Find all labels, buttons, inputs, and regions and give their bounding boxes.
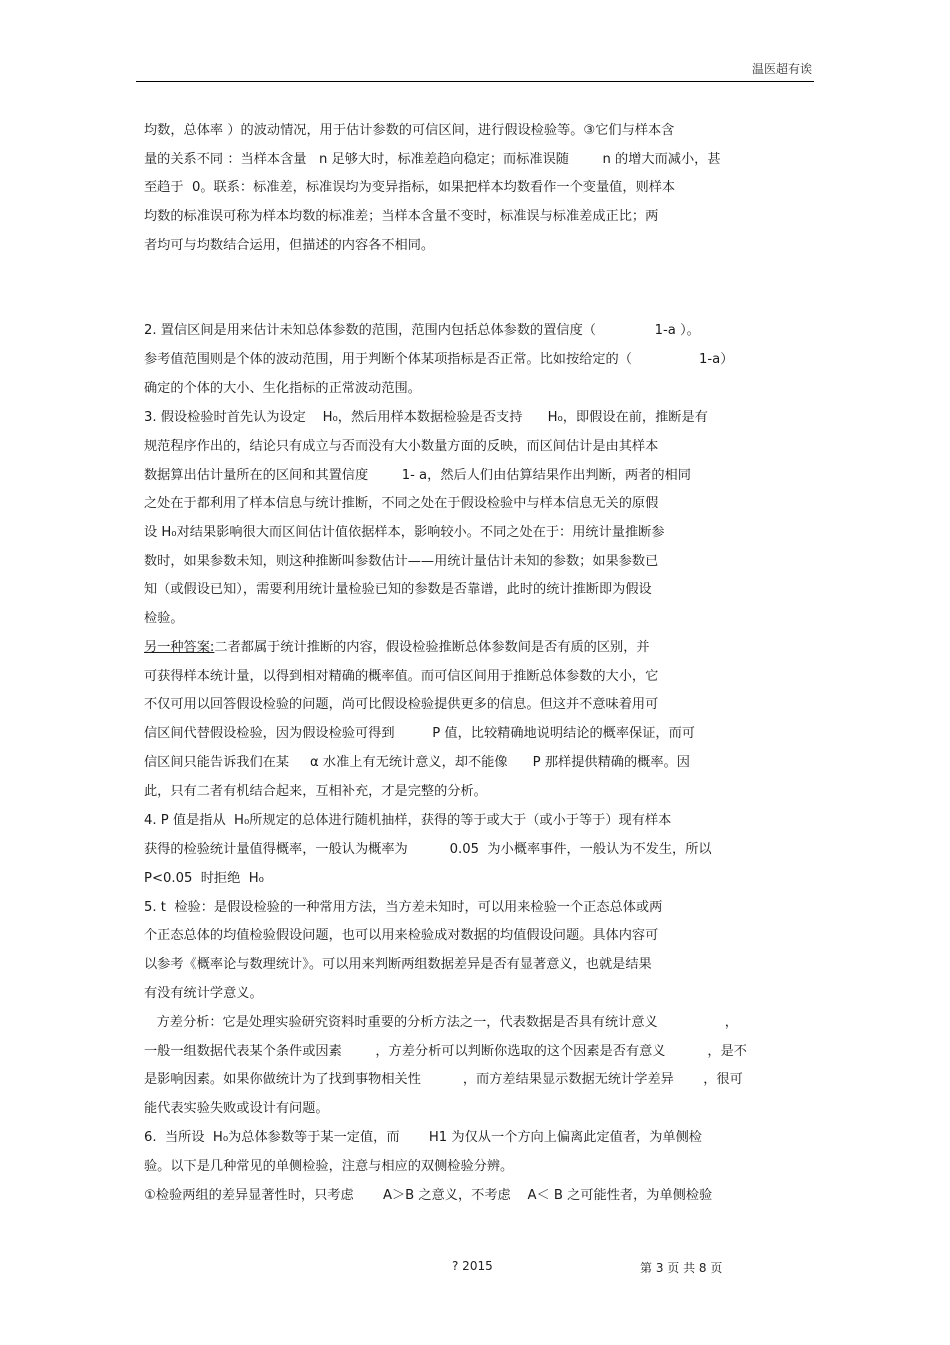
text-line: 有没有统计学意义。 xyxy=(144,986,263,1001)
text-line: 至趋于 0。联系：标准差，标准误均为变异指标，如果把样本均数看作一个变量值，则样本 xyxy=(144,180,676,195)
text-line: 参考值范围则是个体的波动范围，用于判断个体某项指标是否正常。比如按给定的（ 1-a） xyxy=(144,352,734,367)
header-text: 温医超有诶 xyxy=(751,62,812,76)
text-line: 以参考《概率论与数理统计》。可以用来判断两组数据差异是否有显著意义，也就是结果 xyxy=(144,957,652,972)
text-line: 能代表实验失败或设计有问题。 xyxy=(144,1101,329,1116)
alt-answer-label: 另一种答案: xyxy=(144,640,215,655)
header-rule xyxy=(136,81,814,82)
text-line: 3. 假设检验时首先认为设定 H₀，然后用样本数据检验是否支持 H₀，即假设在前，推断是有 xyxy=(144,410,708,425)
text-line: 验。以下是几种常见的单侧检验，注意与相应的双侧检验分辨。 xyxy=(144,1159,514,1174)
text-line: 一般一组数据代表某个条件或因素 ，方差分析可以判断你选取的这个因素是否有意义 ，是不 xyxy=(144,1044,747,1059)
text-line: 此，只有二者有机结合起来，互相补充，才是完整的分析。 xyxy=(144,784,487,799)
text-line: 获得的检验统计量值得概率，一般认为概率为 0.05 为小概率事件，一般认为不发生，所以 xyxy=(144,842,712,857)
text-line: 4. P 值是指从 H₀所规定的总体进行随机抽样，获得的等于或大于（或小于等于）现有样本 xyxy=(144,813,672,828)
text-line: 二者都属于统计推断的内容，假设检验推断总体参数间是否有质的区别，并 xyxy=(214,640,650,655)
text-line: 数时，如果参数未知，则这种推断叫参数估计——用统计量估计未知的参数；如果参数已 xyxy=(144,554,659,569)
text-line: 是影响因素。如果你做统计为了找到事物相关性 ，而方差结果显示数据无统计学差异 ，很可 xyxy=(144,1072,743,1087)
text-line: 6. 当所设 H₀为总体参数等于某一定值，而 H1 为仅从一个方向上偏离此定值者，为单侧检 xyxy=(144,1130,702,1145)
alt-answer-line xyxy=(144,638,650,658)
text-line: 规范程序作出的，结论只有成立与否而没有大小数量方面的反映，而区间估计是由其样本 xyxy=(144,439,659,454)
text-line: 信区间代替假设检验，因为假设检验可得到 P 值，比较精确地说明结论的概率保证，而可 xyxy=(144,726,695,741)
footer-year: ? 2015 xyxy=(452,1259,493,1273)
text-line: 个正态总体的均值检验假设问题，也可以用来检验成对数据的均值假设问题。具体内容可 xyxy=(144,928,659,943)
text-line: 5. t 检验：是假设检验的一种常用方法，当方差未知时，可以用来检验一个正态总体或两 xyxy=(144,900,663,915)
text-line: 2. 置信区间是用来估计未知总体参数的范围，范围内包括总体参数的置信度（ 1-a ）。 xyxy=(144,323,700,338)
text-line: 量的关系不同 ：当样本含量 n 足够大时，标准差趋向稳定；而标准误随 n 的增大而减小，甚 xyxy=(144,152,721,167)
text-line: P<0.05 时拒绝 H₀ xyxy=(144,871,264,886)
text-line: 数据算出估计量所在的区间和其置信度 1- a，然后人们由估算结果作出判断，两者的相同 xyxy=(144,468,691,483)
text-line: 检验。 xyxy=(144,611,184,626)
text-line: 方差分析：它是处理实验研究资料时重要的分析方法之一，代表数据是否具有统计意义 ， xyxy=(144,1015,738,1030)
text-line: 均数的标准误可称为样本均数的标准差；当样本含量不变时，标准误与标准差成正比；两 xyxy=(144,209,659,224)
text-line: 均数，总体率 ）的波动情况，用于估计参数的可信区间，进行假设检验等。③它们与样本含 xyxy=(144,123,675,138)
text-line: 设 H₀对结果影响很大而区间估计值依据样本，影响较小。不同之处在于：用统计量推断参 xyxy=(144,525,665,540)
text-line: 信区间只能告诉我们在某 α 水准上有无统计意义，却不能像 P 那样提供精确的概率。因 xyxy=(144,755,690,770)
text-line: 可获得样本统计量，以得到相对精确的概率值。而可信区间用于推断总体参数的大小，它 xyxy=(144,669,659,684)
page-number: 第 3 页 共 8 页 xyxy=(640,1261,723,1275)
text-line: 之处在于都利用了样本信息与统计推断，不同之处在于假设检验中与样本信息无关的原假 xyxy=(144,496,659,511)
text-line: ①检验两组的差异显著性时，只考虑 A＞B 之意义，不考虑 A＜ B 之可能性者，为单侧检验 xyxy=(144,1188,713,1203)
text-line: 不仅可用以回答假设检验的问题，尚可比假设检验提供更多的信息。但这并不意味着用可 xyxy=(144,697,659,712)
text-line: 知（或假设已知），需要利用统计量检验已知的参数是否靠谱，此时的统计推断即为假设 xyxy=(144,582,652,597)
text-line: 者均可与均数结合运用，但描述的内容各不相同。 xyxy=(144,238,435,253)
text-line: 确定的个体的大小、生化指标的正常波动范围。 xyxy=(144,381,421,396)
